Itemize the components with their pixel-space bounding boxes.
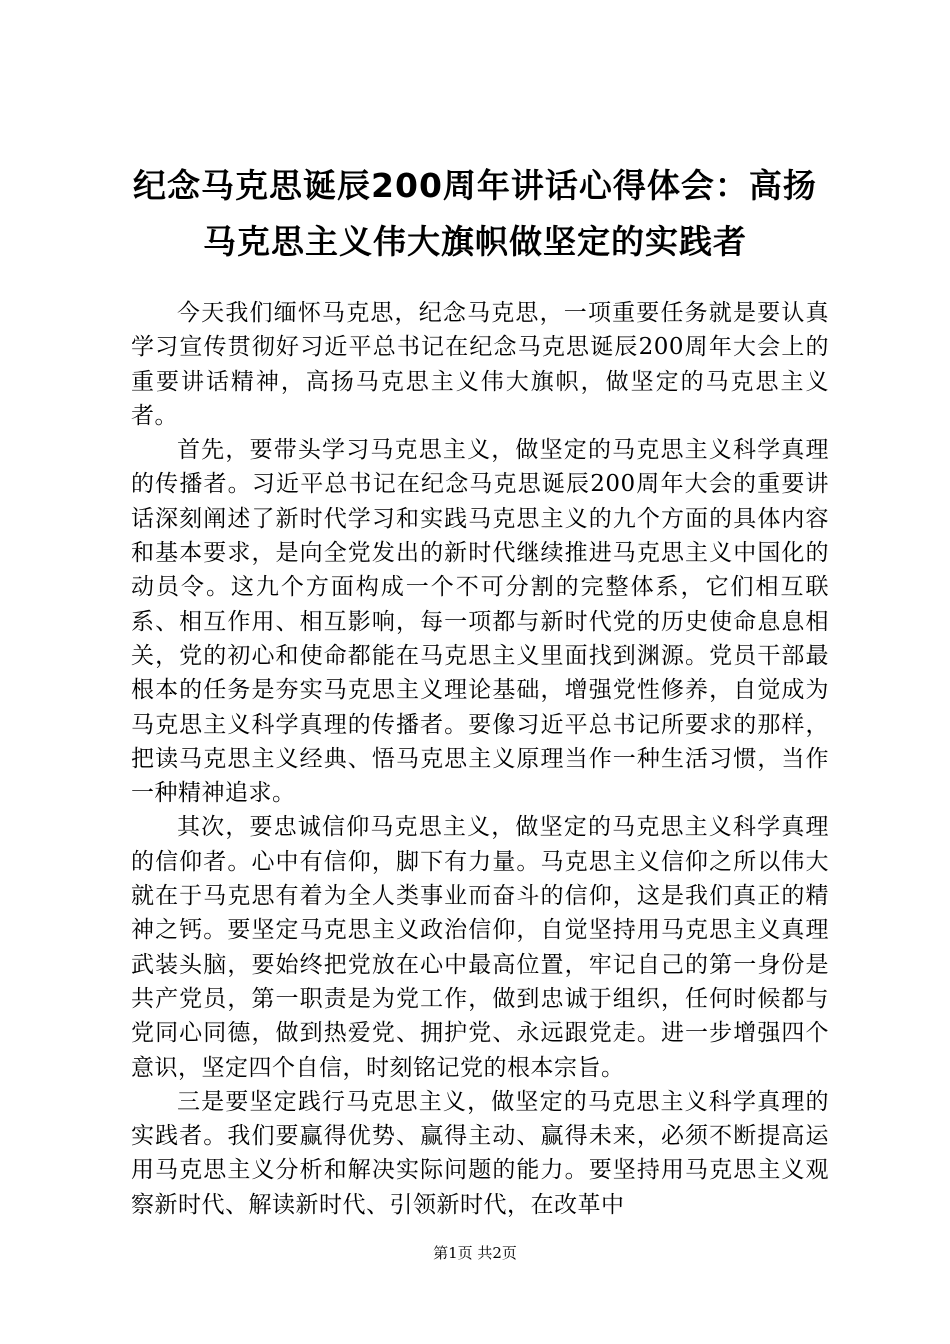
paragraph-first-point: 首先，要带头学习马克思主义，做坚定的马克思主义科学真理的传播者。习近平总书记在纪念马克思诞辰200周年大会的重要讲话深刻阐述了新时代学习和实践马克思主义的九个方面的具体内容和基本要求，是向全党发出的新时代继续推进马克思主义中国化的动员令。这九个方面构成一个不可分割的完整体系，它们相互联系、相互作用、相互影响，每一项都与新时代党的历史使命息息相关，党的初心和使命都能在马克思主义里面找到渊源。党员干部最根本的任务是夯实马克思主义理论基础，增强党性修养，自觉成为马克思主义科学真理的传播者。要像习近平总书记所要求的那样，把读马克思主义经典、悟马克思主义原理当作一种生活习惯，当作一种精神追求。 <box>131 437 829 807</box>
paragraph-second-point: 其次，要忠诚信仰马克思主义，做坚定的马克思主义科学真理的信仰者。心中有信仰，脚下有力量。马克思主义信仰之所以伟大就在于马克思有着为全人类事业而奋斗的信仰，这是我们真正的精神之钙。要坚定马克思主义政治信仰，自觉坚持用马克思主义真理武装头脑，要始终把党放在心中最高位置，牢记自己的第一身份是共产党员，第一职责是为党工作，做到忠诚于组织，任何时候都与党同心同德，做到热爱党、拥护党、永远跟党走。进一步增强四个意识，坚定四个自信，时刻铭记党的根本宗旨。 <box>131 814 829 1081</box>
page-number-footer: 第1页 共2页 <box>433 1244 517 1262</box>
title-line-1: 纪念马克思诞辰200周年讲话心得体会：高扬 <box>133 166 817 205</box>
paragraph-third-point: 三是要坚定践行马克思主义，做坚定的马克思主义科学真理的实践者。我们要赢得优势、赢得主动、赢得未来，必须不断提高运用马克思主义分析和解决实际问题的能力。要坚持用马克思主义观察新时代、解读新时代、引领新时代，在改革中 <box>131 1088 829 1218</box>
document-title <box>60 158 890 270</box>
title-line-2: 马克思主义伟大旗帜做坚定的实践者 <box>203 222 747 261</box>
paragraph-intro: 今天我们缅怀马克思，纪念马克思，一项重要任务就是要认真学习宣传贯彻好习近平总书记在纪念马克思诞辰200周年大会上的重要讲话精神，高扬马克思主义伟大旗帜，做坚定的马克思主义者。 <box>131 300 829 429</box>
document-body <box>131 296 829 1222</box>
